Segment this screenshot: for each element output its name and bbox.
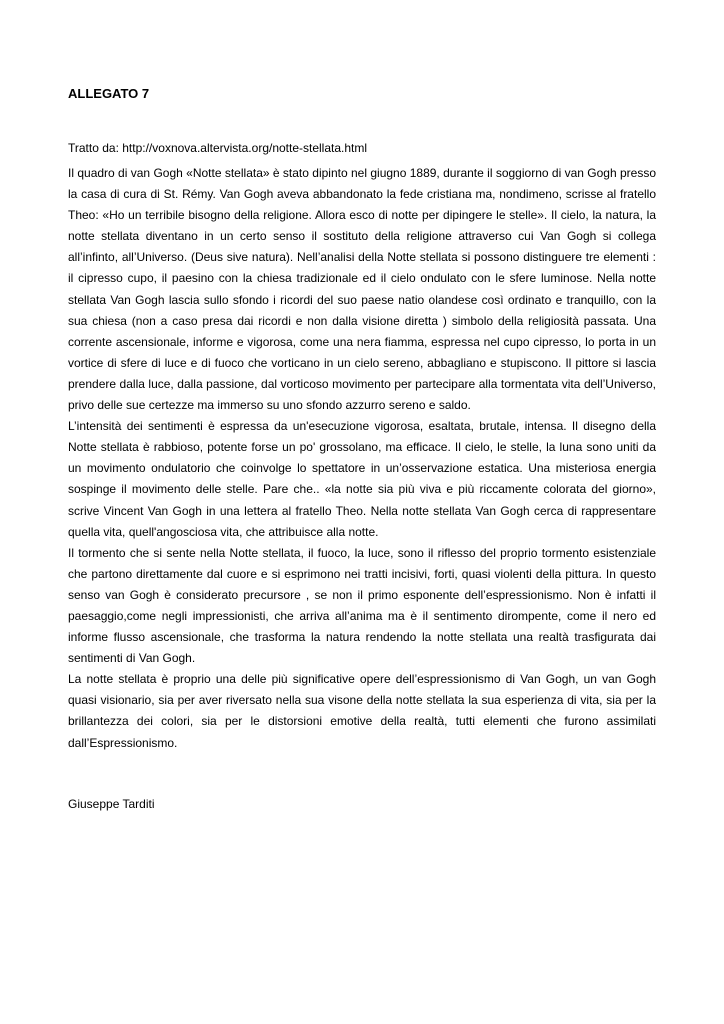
paragraph: Il quadro di van Gogh «Notte stellata» è stato dipinto nel giugno 1889, durante il soggiorno di van Gogh presso la casa di cura di St. Rémy. Van Gogh aveva abbandonato la fede cristiana ma, nondimeno, scrisse al fratello Theo: «Ho un terribile bisogno della religione. Allora esco di notte per dipingere le stelle». Il cielo, la natura, la notte stellata diventano in un certo senso il sostituto della religione attraverso cui Van Gogh si collega all’infinto, all’Universo. (Deus sive natura). Nell’analisi della Notte stellata si possono distinguere tre elementi : il cipresso cupo, il paesino con la chiesa tradizionale ed il cielo ondulato con le sfere luminose. Nella notte stellata Van Gogh lascia sullo sfondo i ricordi del suo paese natio olandese così ordinato e tranquillo, con la sua chiesa (non a caso presa dai ricordi e non dalla visione diretta ) simbolo della religiosità passata. Una corrente ascensionale, informe e vigorosa, come una nera fiamma, espressa nel cupo cipresso, lo porta in un vortice di sfere di luce e di fuoco che vorticano in un cielo sereno, abbagliano e stupiscono. Il pittore si lascia prendere dalla luce, dalla passione, dal vorticoso movimento per partecipare alla tormentata vita dell’Universo, privo delle sue certezze ma immerso su uno sfondo azzurro sereno e saldo.: [68, 166, 656, 413]
paragraph: Il tormento che si sente nella Notte stellata, il fuoco, la luce, sono il riflesso del proprio tormento esistenziale che partono direttamente dal cuore e si esprimono nei tratti incisivi, forti, quasi violenti della pittura. In questo senso van Gogh è considerato precursore , se non il primo esponente dell’espressionismo. Non è infatti il paesaggio,come negli impressionisti, che arriva all’anima ma è il sentimento dirompente, come il nero ed informe flusso ascensionale, che trasforma la natura rendendo la notte stellata una realtà trasfigurata dai sentimenti di Van Gogh.: [68, 545, 656, 666]
document-heading: ALLEGATO 7: [68, 86, 150, 101]
source-line: Tratto da: http://voxnova.altervista.org/notte-stellata.html: [68, 141, 368, 155]
author-signature: Giuseppe Tarditi: [68, 797, 155, 811]
paragraph: L’intensità dei sentimenti è espressa da un'esecuzione vigorosa, esaltata, brutale, intensa. Il disegno della Notte stellata è rabbioso, potente forse un po' grossolano, ma efficace. Il cielo, le stelle, la luna sono uniti da un movimento ondulatorio che coinvolge lo spettatore in un’osservazione estatica. Una misteriosa energia sospinge il movimento delle stelle. Pare che.. «la notte sia più viva e più riccamente colorata del giorno», scrive Vincent Van Gogh in una lettera al fratello Theo. Nella notte stellata Van Gogh cerca di rappresentare quella vita, quell'angosciosa vita, che attribuisce alla notte.: [68, 419, 656, 539]
paragraph: La notte stellata è proprio una delle più significative opere dell’espressionismo di Van Gogh, un van Gogh quasi visionario, sia per aver riversato nella sua visone della notte stellata la sua esperienza di vita, sia per la brillantezza dei colori, sia per le distorsioni emotive della realtà, tutti elementi che furono assimilati dall’Espressionismo.: [68, 672, 656, 750]
document-body: [68, 163, 656, 754]
